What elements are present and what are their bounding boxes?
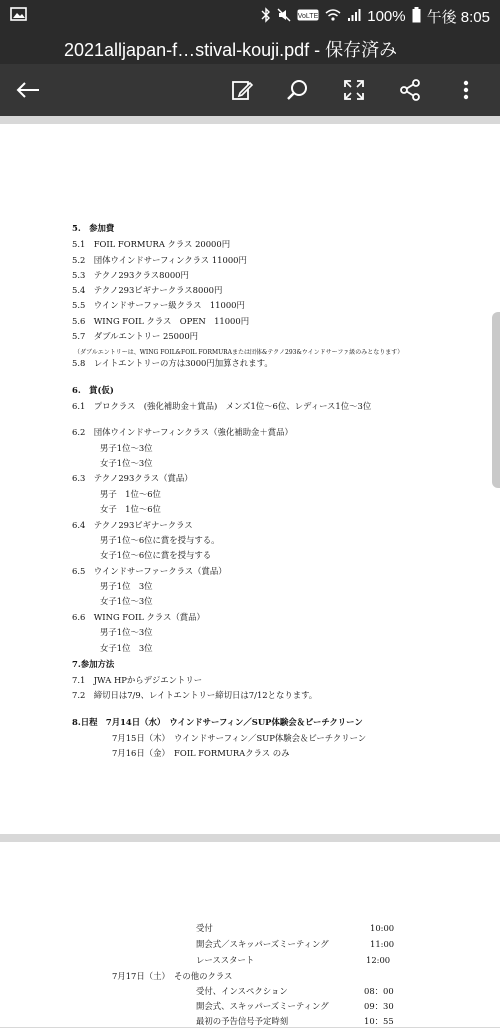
doc-line: 6.4 テクノ293ビギナークラス: [72, 520, 193, 530]
pdf-page-1: [0, 124, 500, 834]
schedule-time: 08：00: [364, 986, 394, 996]
schedule-label: 7月17日（土） その他のクラス: [112, 971, 233, 981]
title-bar: [0, 32, 500, 64]
doc-line: 女子1位～6位に賞を授与する: [100, 550, 212, 560]
doc-line: 5.8 レイトエントリーの方は3000円加算されます。: [72, 358, 273, 368]
schedule-time: 10:00: [370, 923, 395, 933]
doc-line: 7.2 締切日は7/9、レイトエントリー締切日は7/12となります。: [72, 690, 318, 700]
doc-line: 女子 1位～6位: [100, 504, 161, 514]
doc-line: 女子1位～3位: [100, 458, 153, 468]
schedule-label: 受付: [196, 923, 213, 933]
doc-heading: 7.参加方法: [72, 659, 115, 669]
svg-text:VoLTE: VoLTE: [298, 13, 319, 20]
schedule-label: レーススタート: [196, 955, 255, 965]
toolbar: [0, 64, 500, 116]
edit-button[interactable]: [226, 74, 258, 106]
doc-line: 7月15日（木） ウインドサーフィン／SUP体験会＆ビーチクリーン: [112, 733, 367, 743]
schedule-label: 開会式、スキッパーズミーティング: [196, 1001, 329, 1011]
doc-line: 5.7 ダブルエントリー 25000円: [72, 331, 199, 341]
doc-line: 男子1位～6位に賞を授与する。: [100, 535, 220, 545]
fullscreen-button[interactable]: [338, 74, 370, 106]
wifi-icon: [325, 8, 341, 26]
doc-line: 5.4 テクノ293ビギナークラス8000円: [72, 285, 223, 295]
bluetooth-icon: [261, 7, 271, 27]
search-button[interactable]: [281, 74, 313, 106]
share-button[interactable]: [394, 74, 426, 106]
doc-line: 6.5 ウインドサーファークラス（賞品）: [72, 566, 227, 576]
schedule-time: 09：30: [364, 1001, 394, 1011]
fullscreen-icon: [343, 79, 365, 101]
volte-icon: [297, 8, 319, 25]
doc-line: 6.1 プロクラス (強化補助金＋賞品) メンズ1位～6位、レディース1位～3位: [72, 401, 372, 411]
doc-line: 男子1位 3位: [100, 581, 153, 591]
battery-icon: [412, 7, 421, 27]
doc-line: 5.2 団体ウインドサーフィンクラス 11000円: [72, 255, 247, 265]
mute-icon: [277, 8, 291, 26]
doc-line: 男子 1位～6位: [100, 489, 161, 499]
schedule-label: 開会式／スキッパーズミーティング: [196, 939, 329, 949]
schedule-time: 11:00: [370, 939, 395, 949]
share-icon: [398, 78, 422, 102]
more-icon: [462, 78, 470, 102]
doc-line: 5.5 ウインドサーファー級クラス 11000円: [72, 300, 245, 310]
document-title: 2021alljapan-f…stival-kouji.pdf - 保存済み: [64, 40, 398, 60]
clock: 午後 8:05: [426, 9, 490, 26]
schedule-label: 受付、インスペクション: [196, 986, 288, 996]
doc-line: 7月16日（金） FOIL FORMURAクラス のみ: [112, 748, 290, 758]
search-icon: [285, 78, 309, 102]
doc-line: 男子1位～3位: [100, 443, 153, 453]
page2-content: [0, 842, 500, 1027]
doc-line: 6.3 テクノ293クラス（賞品）: [72, 473, 193, 483]
doc-note: （ダブルエントリーは、WING FOIL&FOIL FORMURAまたは団体&テクノ293&ウインドサーファ級のみとなります）: [74, 349, 404, 356]
doc-line: 男子1位～3位: [100, 627, 153, 637]
back-arrow-icon: [15, 80, 41, 100]
doc-line: 5.3 テクノ293クラス8000円: [72, 270, 189, 280]
doc-line: 女子1位～3位: [100, 596, 153, 606]
doc-line: 7.1 JWA HPからデジエントリー: [72, 675, 203, 685]
schedule-time: 12:00: [366, 955, 391, 965]
doc-line: 5.1 FOIL FORMURA クラス 20000円: [72, 239, 231, 249]
photo-icon: [10, 6, 28, 22]
battery-text: 100%: [367, 8, 406, 25]
doc-line: 女子1位 3位: [100, 643, 153, 653]
schedule-time: 10：55: [364, 1016, 394, 1026]
more-options-button[interactable]: [450, 74, 482, 106]
back-button[interactable]: [12, 74, 44, 106]
doc-line: 6.6 WING FOIL クラス（賞品）: [72, 612, 205, 622]
doc-line: 5.6 WING FOIL クラス OPEN 11000円: [72, 316, 250, 326]
pdf-page-2: [0, 842, 500, 1027]
doc-heading: 6. 賞(仮): [72, 385, 114, 395]
doc-line: 6.2 団体ウインドサーフィンクラス（強化補助金＋賞品）: [72, 427, 293, 437]
signal-icon: [347, 8, 361, 26]
scroll-handle[interactable]: [492, 312, 500, 488]
doc-heading: 8.日程 7月14日（水） ウインドサーフィン／SUP体験会＆ビーチクリーン: [72, 717, 363, 727]
schedule-label: 最初の予告信号予定時刻: [196, 1016, 289, 1026]
doc-line: 5. 参加費: [72, 223, 115, 233]
status-bar: [0, 0, 500, 32]
page1-content: [0, 124, 500, 834]
edit-icon: [230, 78, 254, 102]
